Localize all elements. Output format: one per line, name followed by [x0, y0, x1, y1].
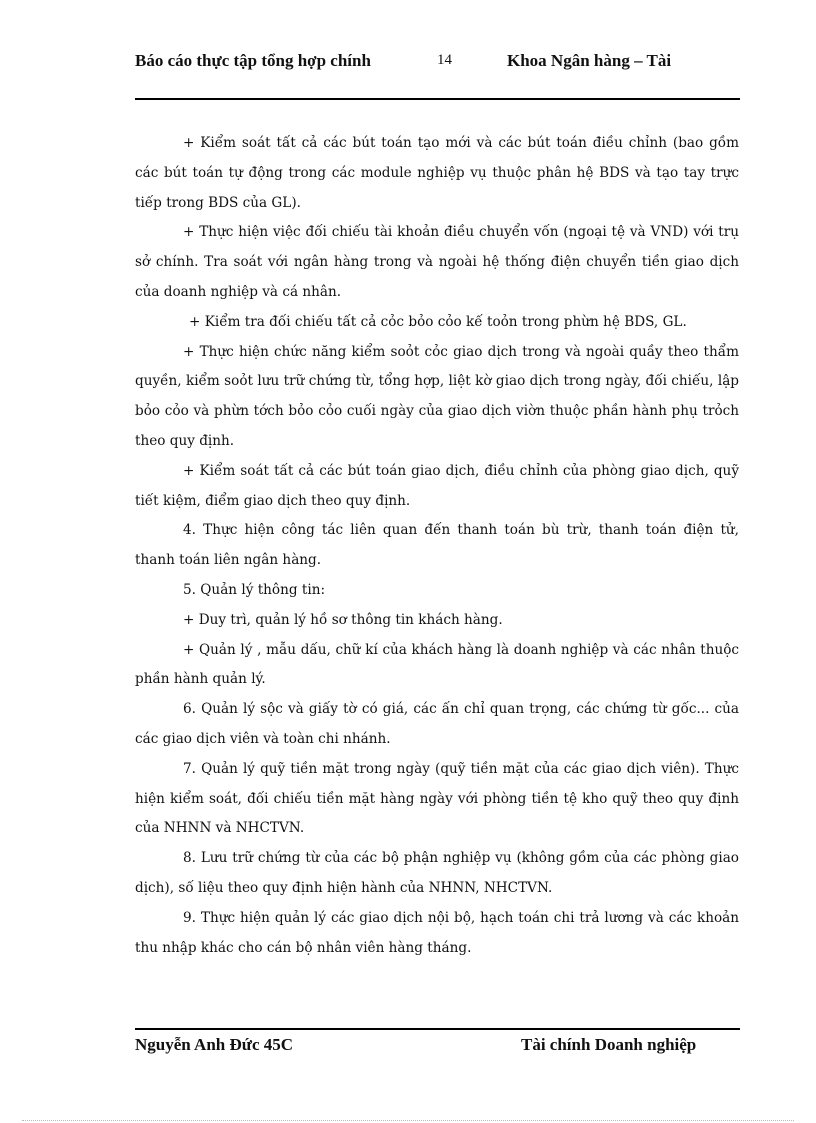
paragraph: 6. Quản lý sộc và giấy tờ có giá, các ấn chỉ quan trọng, các chứng từ gốc... của các giao dịch viên và toàn chi nhánh. [135, 701, 739, 747]
paragraph: 7. Quản lý quỹ tiền mặt trong ngày (quỹ tiền mặt của các giao dịch viên). Thực hiện kiểm soát, đối chiếu tiền mặt hàng ngày với phòng tiền tệ kho quỹ theo quy định của NHNN và NHCTVN. [135, 760, 739, 837]
paragraph: 4. Thực hiện công tác liên quan đến thanh toán bù trừ, thanh toán điện tử, thanh toán liên ngân hàng. [135, 522, 739, 569]
paragraph: 5. Quản lý thông tin: [183, 581, 326, 598]
paragraph: 8. Lưu trữ chứng từ của các bộ phận nghiệp vụ (không gồm của các phòng giao dịch), số liệu theo quy định hiện hành của NHNN, NHCTVN. [135, 850, 739, 896]
paragraph: + Kiểm tra đối chiếu tất cả cỏc bỏo cỏo kế toỏn trong phừn hệ BDS, GL. [189, 313, 687, 330]
document-body [135, 129, 739, 963]
author-name: Nguyễn Anh Đức 45C [135, 1035, 294, 1054]
faculty-title: Khoa Ngân hàng – Tài [507, 51, 672, 70]
paragraph: + Quản lý , mẫu dấu, chữ kí của khách hàng là doanh nghiệp và các nhân thuộc phần hành quản lý. [135, 641, 739, 688]
paragraph: + Duy trì, quản lý hồ sơ thông tin khách hàng. [183, 611, 503, 628]
paragraph: + Kiểm soát tất cả các bút toán tạo mới và các bút toán điều chỉnh (bao gồm các bút toán tự động trong các module nghiệp vụ thuộc phân hệ BDS và tạo tay trực tiếp trong BDS của GL). [135, 135, 739, 211]
page-number: 14 [437, 52, 452, 68]
page-header [135, 50, 740, 100]
page-bottom-divider [22, 1120, 794, 1121]
paragraph: 9. Thực hiện quản lý các giao dịch nội bộ, hạch toán chi trả lương và các khoản thu nhập khác cho cán bộ nhân viên hàng tháng. [135, 909, 739, 956]
report-title: Báo cáo thực tập tổng hợp chính [135, 51, 371, 70]
page-footer [135, 1028, 740, 1054]
paragraph: + Thực hiện việc đối chiếu tài khoản điều chuyển vốn (ngoại tệ và VND) với trụ sở chính. Tra soát với ngân hàng trong và ngoài hệ thống điện chuyển tiền giao dịch của doanh nghiệp và cá nhân. [135, 224, 739, 300]
department-name: Tài chính Doanh nghiệp [521, 1035, 697, 1054]
paragraph: + Kiểm soát tất cả các bút toán giao dịch, điều chỉnh của phòng giao dịch, quỹ tiết kiệm, điểm giao dịch theo quy định. [135, 462, 739, 509]
paragraph: + Thực hiện chức năng kiểm soỏt cỏc giao dịch trong và ngoài quầy theo thẩm quyền, kiểm soỏt lưu trữ chứng từ, tổng hợp, liệt kờ giao dịch trong ngày, đối chiếu, lập bỏo cỏo và phừn tớch bỏo cỏo cuối ngày của giao dịch viờn thuộc phần hành phụ trỏch theo quy định. [135, 343, 739, 449]
